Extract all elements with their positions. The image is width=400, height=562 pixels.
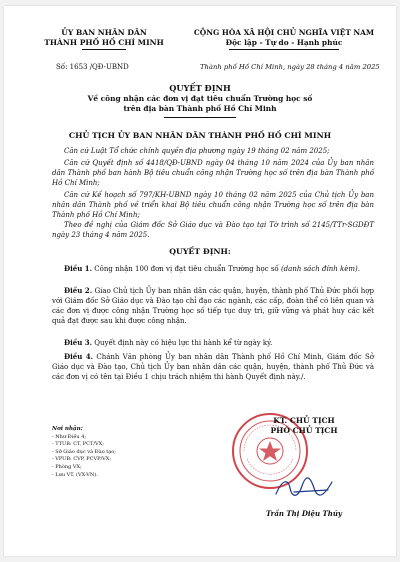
issuing-authority [34, 28, 174, 50]
org-line-1: ỦY BAN NHÂN DÂN [61, 28, 147, 37]
org-line-2: THÀNH PHỐ HỒ CHÍ MINH [44, 38, 164, 47]
sign-role-1: KT. CHỦ TỊCH [273, 416, 335, 425]
article-1-tail: . [357, 265, 360, 273]
subtitle-line-1: Về công nhận các đơn vị đạt tiêu chuẩn Trường học số [87, 94, 313, 103]
national-motto [184, 28, 384, 50]
article-3-label: Điều 3. [64, 338, 93, 347]
recipient-item: - Như Điều 4; [52, 433, 87, 440]
chairman-title: CHỦ TỊCH ỦY BAN NHÂN DÂN THÀNH PHỐ HỒ CHÍ MINH [68, 131, 332, 140]
subtitle-line-2: trên địa bàn Thành phố Hồ Chí Minh [123, 104, 277, 113]
article-1-note: (danh sách đính kèm) [280, 265, 358, 273]
basis-3: Căn cứ Kế hoạch số 797/KH-UBND ngày 10 tháng 02 năm 2025 của Chủ tịch Ủy ban nhân dân Thành phố về triển khai Bộ tiêu chuẩn công nhận Trường học số trên địa bàn Thành phố Hồ Chí Minh; [52, 191, 374, 219]
org-underline [82, 49, 126, 50]
recipient-item: - Sở Giáo dục và Đào tạo; [52, 448, 116, 455]
signature-block [224, 416, 384, 518]
recipient-item: - Lưu VT, (VX-VN). [52, 471, 98, 478]
article-1 [52, 264, 374, 274]
place-date: Thành phố Hồ Chí Minh, ngày 28 tháng 4 năm 2025 [200, 63, 380, 71]
decision-subtitle [84, 94, 316, 114]
sign-role-2: PHÓ CHỦ TỊCH [270, 426, 338, 435]
article-4 [52, 352, 374, 382]
basis-2: Căn cứ Quyết định số 4418/QĐ-UBND ngày 04 tháng 10 năm 2024 của Ủy ban nhân dân Thành phố ban hành Bộ tiêu chuẩn công nhận Trường học số trên địa bàn Thành phố Hồ Chí Minh; [52, 159, 374, 187]
article-2-text: Giao Chủ tịch Ủy ban nhân dân các quận, huyện, thành phố Thủ Đức phối hợp với Giám đốc Sở Giáo dục và Đào tạo chỉ đạo các ngành, các cấp, đoàn thể có liên quan và các đơn vị được công nhận Trường học số tiếp tục duy trì, giữ vững và phát huy các kết quả đạt được sau khi được công nhận. [52, 287, 374, 325]
decision-title: QUYẾT ĐỊNH [169, 83, 231, 93]
article-3 [52, 338, 374, 348]
subtitle-underline [164, 117, 236, 118]
article-4-label: Điều 4. [64, 352, 94, 361]
recipients-list [52, 426, 162, 479]
article-3-text: Quyết định này có hiệu lực thi hành kể từ ngày ký. [92, 339, 273, 347]
decides-heading: QUYẾT ĐỊNH: [169, 247, 231, 256]
recipients-heading: Nơi nhận: [52, 426, 83, 432]
handwritten-signature [272, 474, 342, 502]
article-4-text: Chánh Văn phòng Ủy ban nhân dân Thành phố Hồ Chí Minh, Giám đốc Sở Giáo dục và Đào tạo, Chủ tịch Ủy ban nhân dân các quận, huyện, thành phố Thủ Đức và các đơn vị có tên tại Điều 1 chịu trách nhiệm thi hành Quyết định này./. [52, 353, 374, 381]
document-page [4, 6, 396, 556]
document-number: Số: 1653 /QĐ-UBND [56, 63, 129, 71]
recipient-item: - Phòng VX; [52, 463, 82, 470]
article-1-label: Điều 1. [64, 264, 93, 273]
recipient-item: - VPUB: CVP, PCVP/VX; [52, 456, 111, 463]
article-2 [52, 286, 374, 326]
nation-line-1: CỘNG HÒA XÃ HỘI CHỦ NGHĨA VIỆT NAM [193, 28, 375, 37]
basis-1: Căn cứ Luật Tổ chức chính quyền địa phương ngày 19 tháng 02 năm 2025; [64, 147, 330, 155]
article-2-label: Điều 2. [64, 286, 93, 295]
basis-4: Theo đề nghị của Giám đốc Sở Giáo dục và Đào tạo tại Tờ trình số 2145/TTr-SGDĐT ngày 23 tháng 4 năm 2025. [52, 221, 374, 239]
article-1-text: Công nhận 100 đơn vị đạt tiêu chuẩn Trường học số [92, 265, 281, 273]
signer-name: Trần Thị Diệu Thúy [265, 509, 342, 518]
nation-line-2: Độc lập - Tự do - Hạnh phúc [225, 38, 343, 47]
recipient-item: - TTUB: CT, PCT/VX; [52, 441, 104, 448]
motto-underline [229, 49, 339, 50]
